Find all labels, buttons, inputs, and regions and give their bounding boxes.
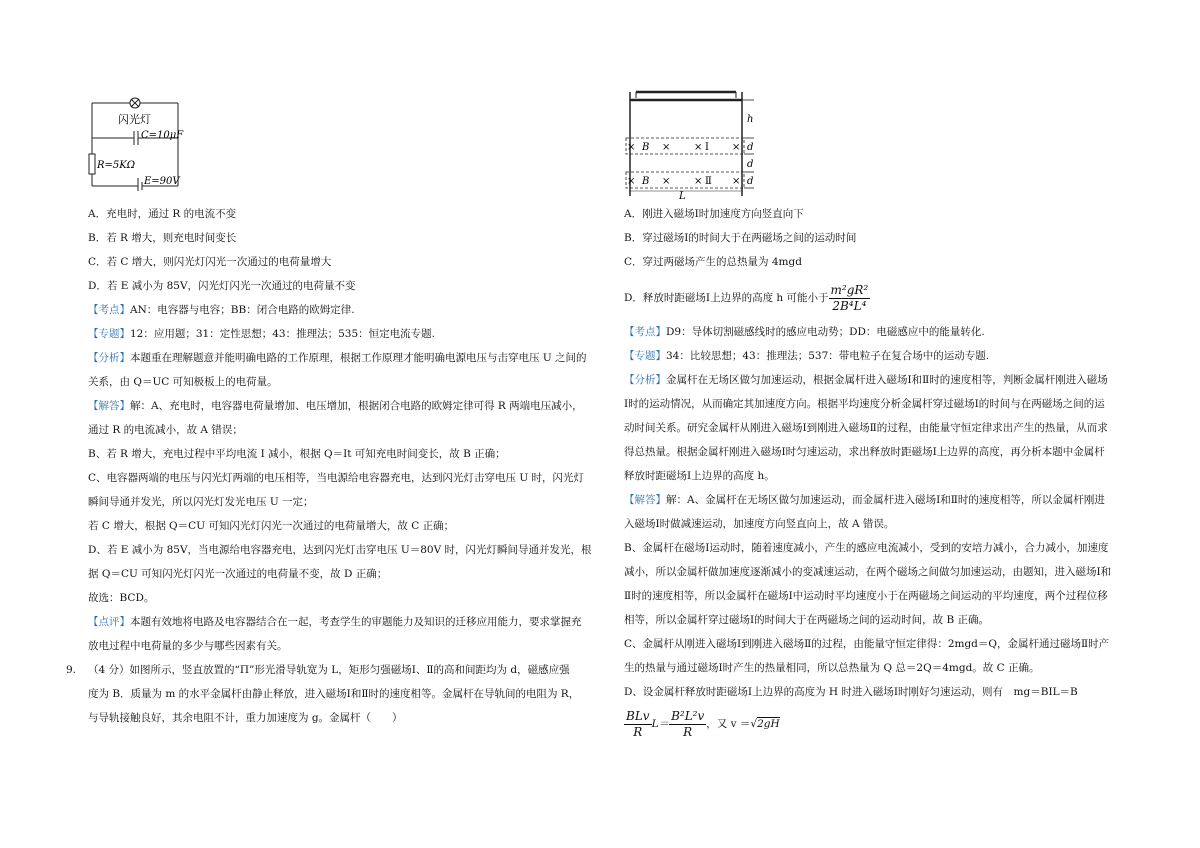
jieda-line: 据 Q＝CU 可知闪光灯闪光一次通过的电荷量不变，故 D 正确； <box>88 568 388 580</box>
jieda <box>624 492 1105 508</box>
field2-x: × <box>662 176 671 187</box>
jieda-line: D、若 E 减小为 85V，当电源给电容器充电，达到闪光灯击穿电压 U＝80V 时，闪光灯瞬间导通并发光，根 <box>88 544 592 556</box>
jieda-tag: 【解答】 <box>88 400 130 412</box>
jieda-line: 减小，所以金属杆做加速度逐渐减小的变减速运动，在两个磁场之间做匀加速运动，由题知，进入磁场Ⅰ和 <box>624 566 1112 578</box>
field1-x: × <box>694 142 703 153</box>
jieda-line: 解：A、充电时，电容器电荷量增加、电压增加，根据闭合电路的欧姆定律可得 R 两端电压减小， <box>130 400 583 412</box>
option-c: C．若 C 增大，则闪光灯闪光一次通过的电荷量增大 <box>88 256 332 268</box>
field2-label: Ⅱ <box>705 176 712 187</box>
zhuanti-text: 12：应用题；31：定性思想；43：推理法；535：恒定电流专题. <box>130 328 435 340</box>
zhuanti <box>624 348 989 364</box>
equation-fraction-2 <box>669 709 706 740</box>
dianping-line: 放电过程中电荷量的多少与哪些因素有关。 <box>88 640 288 652</box>
field1-x: × <box>662 142 671 153</box>
battery-label: E=90V <box>144 176 180 187</box>
zhuanti <box>88 326 435 342</box>
frac-den: 2B⁴L⁴ <box>832 298 867 313</box>
equation-mid: L＝ <box>651 718 670 730</box>
frac-num: B²L²v <box>671 708 705 723</box>
jieda-line: 入磁场Ⅰ时做减速运动，加速度方向竖直向上，故 A 错误。 <box>624 518 895 530</box>
label-L: L <box>679 191 686 200</box>
option-d-fraction <box>829 283 871 314</box>
dianping-tag: 【点评】 <box>88 616 130 628</box>
kaodian-tag: 【考点】 <box>88 304 130 316</box>
zhuanti-text: 34：比较思想；43：推理法；537：带电粒子在复合场中的运动专题. <box>666 350 990 362</box>
option-c: C．穿过两磁场产生的总热量为 4mgd <box>624 256 802 268</box>
fenxi-line: 动时间关系。研究金属杆从刚进入磁场Ⅰ到刚进入磁场Ⅱ的过程，由能量守恒定律求出产生的热量，从而求 <box>624 422 1108 434</box>
frac-den: R <box>633 724 643 739</box>
field1-x: × <box>732 142 741 153</box>
kaodian <box>88 302 355 318</box>
field1-b: B <box>642 142 650 153</box>
jieda-line: 通过 R 的电流减小，故 A 错误； <box>88 424 243 436</box>
field2-b: B <box>642 176 650 187</box>
jieda-line: D、设金属杆释放时距磁场Ⅰ上边界的高度为 H 时进入磁场Ⅰ时刚好匀速运动，则有 mg＝BIL＝B <box>624 686 1078 698</box>
option-a: A．刚进入磁场Ⅰ时加速度方向竖直向下 <box>624 208 804 220</box>
sqrt-sign: √ <box>750 718 758 730</box>
frac-num: BLv <box>626 708 650 723</box>
fenxi-line: 得总热量。根据金属杆刚进入磁场Ⅰ时匀速运动，求出释放时距磁场Ⅰ上边界的高度，再分析本题中金属杆 <box>624 446 1105 458</box>
kaodian-tag: 【考点】 <box>624 326 666 338</box>
jieda-line: Ⅱ时的速度相等，所以金属杆在磁场Ⅰ中运动时平均速度小于在两磁场之间运动的平均速度，两个过程位移 <box>624 590 1108 602</box>
field2-x: × <box>732 176 741 187</box>
fenxi-line: 金属杆在无场区做匀加速运动，根据金属杆进入磁场Ⅰ和Ⅱ时的速度相等，判断金属杆刚进入磁场 <box>666 374 1108 386</box>
jieda-line: C、金属杆从刚进入磁场Ⅰ到刚进入磁场Ⅱ的过程，由能量守恒定律得：2mgd＝Q，金属杆通过磁场Ⅱ时产 <box>624 638 1110 650</box>
label-d2: d <box>747 159 754 170</box>
question-line: （4 分）如图所示，竖直放置的“Π”形光滑导轨宽为 L，矩形匀强磁场Ⅰ、Ⅱ的高和间距均为 d，磁感应强 <box>88 664 570 676</box>
jieda-line: 生的热量与通过磁场Ⅰ时产生的热量相同，所以总热量为 Q 总＝2Q＝4mgd。故 C 正确。 <box>624 662 1040 674</box>
option-d-text: D．释放时距磁场Ⅰ上边界的高度 h 可能小于 <box>624 292 829 304</box>
jieda-line: 解：A、金属杆在无场区做匀加速运动，而金属杆进入磁场Ⅰ和Ⅱ时的速度相等，所以金属杆刚进 <box>666 494 1105 506</box>
field2-x: × <box>694 176 703 187</box>
fenxi <box>624 372 1108 388</box>
jieda-line: C、电容器两端的电压与闪光灯两端的电压相等，当电源给电容器充电，达到闪光灯击穿电压 U 时，闪光灯 <box>88 472 585 484</box>
dianping-line: 本题有效地将电路及电容器结合在一起，考查学生的审题能力及知识的迁移应用能力，要求掌握充 <box>130 616 582 628</box>
fenxi-line: 关系，由 Q＝UC 可知极板上的电荷量。 <box>88 376 278 388</box>
jieda-line: 故选：BCD。 <box>88 592 155 604</box>
fenxi-line: 释放时距磁场Ⅰ上边界的高度 h。 <box>624 470 775 482</box>
question-9 <box>66 662 570 678</box>
jieda-line: 若 C 增大，根据 Q＝CU 可知闪光灯闪光一次通过的电荷量增大，故 C 正确； <box>88 520 455 532</box>
option-b: B．若 R 增大，则充电时间变长 <box>88 232 237 244</box>
question-number: 9. <box>66 664 77 676</box>
jieda-tag: 【解答】 <box>624 494 666 506</box>
option-a: A．充电时，通过 R 的电流不变 <box>88 208 237 220</box>
dianping <box>88 614 582 630</box>
frac-num: m²gR² <box>830 282 869 297</box>
option-d <box>624 278 870 318</box>
lamp-label: 闪光灯 <box>118 113 151 126</box>
jieda-line: 瞬间导通并发光，所以闪光灯发光电压 U 一定； <box>88 496 314 508</box>
equation-tail: ，又 v ＝ <box>706 718 751 730</box>
label-d1: d <box>747 142 754 153</box>
field2-x: × <box>627 176 636 187</box>
question-line: 与导轨接触良好，其余电阻不计，重力加速度为 g。金属杆（ ） <box>88 712 403 724</box>
jieda-line: 相等，所以金属杆穿过磁场Ⅰ的时间大于在两磁场之间的运动时间，故 B 正确。 <box>624 614 990 626</box>
capacitor-label: C=10μF <box>141 130 184 141</box>
field1-x: × <box>627 142 636 153</box>
kaodian-text: AN：电容器与电容；BB：闭合电路的欧姆定律. <box>130 304 355 316</box>
resistor-label: R=5KΩ <box>97 160 136 171</box>
fenxi-tag: 【分析】 <box>88 352 130 364</box>
kaodian <box>624 324 985 340</box>
circuit-diagram <box>88 96 198 191</box>
option-d: D．若 E 减小为 85V，闪光灯闪光一次通过的电荷量不变 <box>88 280 356 292</box>
field1-label: Ⅰ <box>705 142 709 153</box>
fenxi <box>88 350 587 366</box>
question-line: 度为 B．质量为 m 的水平金属杆由静止释放，进入磁场Ⅰ和Ⅱ时的速度相等。金属杆在导轨间的电阻为 R， <box>88 688 580 700</box>
equation-fraction-1 <box>624 709 652 740</box>
zhuanti-tag: 【专题】 <box>88 328 130 340</box>
fenxi-line: Ⅰ时的运动情况，从而确定其加速度方向。根据平均速度分析金属杆穿过磁场Ⅰ的时间与在两磁场之间的运 <box>624 398 1105 410</box>
frac-den: R <box>683 724 693 739</box>
field-diagram <box>624 90 764 200</box>
fenxi-tag: 【分析】 <box>624 374 666 386</box>
fenxi-line: 本题重在理解题意并能明确电路的工作原理，根据工作原理才能明确电源电压与击穿电压 U 之间的 <box>130 352 587 364</box>
kaodian-text: D9：导体切割磁感线时的感应电动势；DD：电磁感应中的能量转化. <box>666 326 985 338</box>
option-b: B．穿过磁场Ⅰ的时间大于在两磁场之间的运动时间 <box>624 232 857 244</box>
jieda-line: B、若 R 增大，充电过程中平均电流 I 减小，根据 Q＝It 可知充电时间变长，故 B 正确； <box>88 448 506 460</box>
label-d3: d <box>747 176 754 187</box>
sqrt-content: 2gH <box>757 718 780 730</box>
jieda-line: B、金属杆在磁场Ⅰ运动时，随着速度减小，产生的感应电流减小，受到的安培力减小，合力减小，加速度 <box>624 542 1109 554</box>
jieda <box>88 398 583 414</box>
label-h: h <box>747 114 754 125</box>
final-equation <box>624 704 780 744</box>
zhuanti-tag: 【专题】 <box>624 350 666 362</box>
